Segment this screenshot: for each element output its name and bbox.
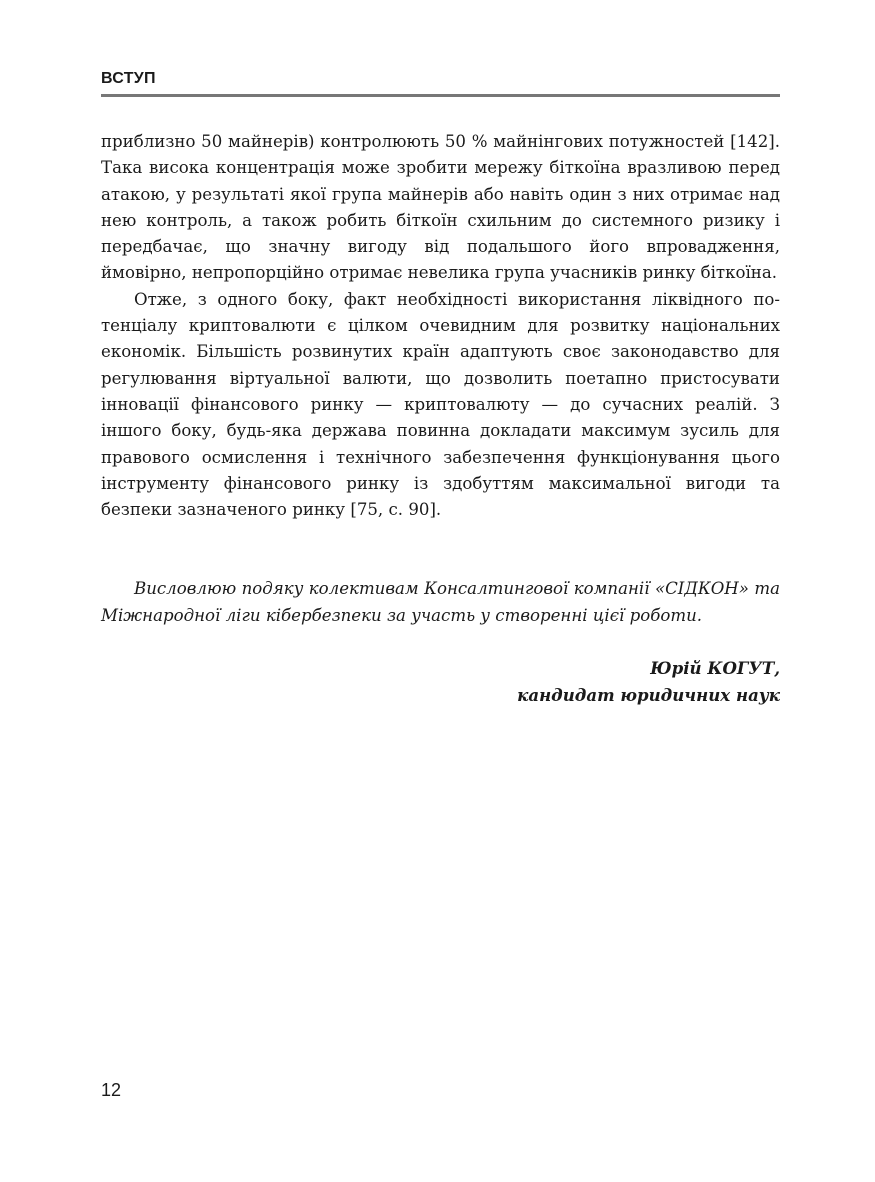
body-text <box>101 129 780 523</box>
author-title: кандидат юридичних наук <box>517 685 780 705</box>
author-name: Юрій КОГУТ, <box>650 658 780 678</box>
header-rule <box>101 94 780 97</box>
running-head: ВСТУП <box>101 70 156 87</box>
paragraph: приблизно 50 майнерів) контролюють 50 % майнінгових потужностей [142]. Така висока концентрація може зробити мережу біткоїна вразливою перед атакою, у результаті якої група майнерів або навіть один з них отримає над нею контроль, а також робить біткоїн схильним до системного ризику і передбачає, що значну вигоду від подальшого його впровадження, ймовірно, непропорційно отримає невелика група учасників ринку біткоїна. <box>101 132 780 283</box>
page-number: 12 <box>101 1080 122 1100</box>
acknowledgement: Висловлюю подяку колективам Консалтингової компанії «СІДКОН» та Міжнародної ліги кібербезпеки за участь у створенні цієї роботи. <box>101 579 780 625</box>
paragraph: Отже, з одного боку, факт необхідності використання ліквідного потенціалу криптовалюти є цілком очевидним для розвитку національних економік. Більшість розвинутих країн адаптують своє законодавство для регулювання віртуальної валюти, що дозволить поетапно пристосувати інновації фінансового ринку — криптовалюту — до сучасних реалій. З іншого боку, будь-яка держава повинна докладати максимум зусиль для правового осмислення і технічного забезпечення функціонування цього інструменту фінансового ринку із здобуттям максимальної вигоди та безпеки зазначеного ринку [75, с. 90]. <box>101 289 780 520</box>
signature-block <box>517 655 780 709</box>
